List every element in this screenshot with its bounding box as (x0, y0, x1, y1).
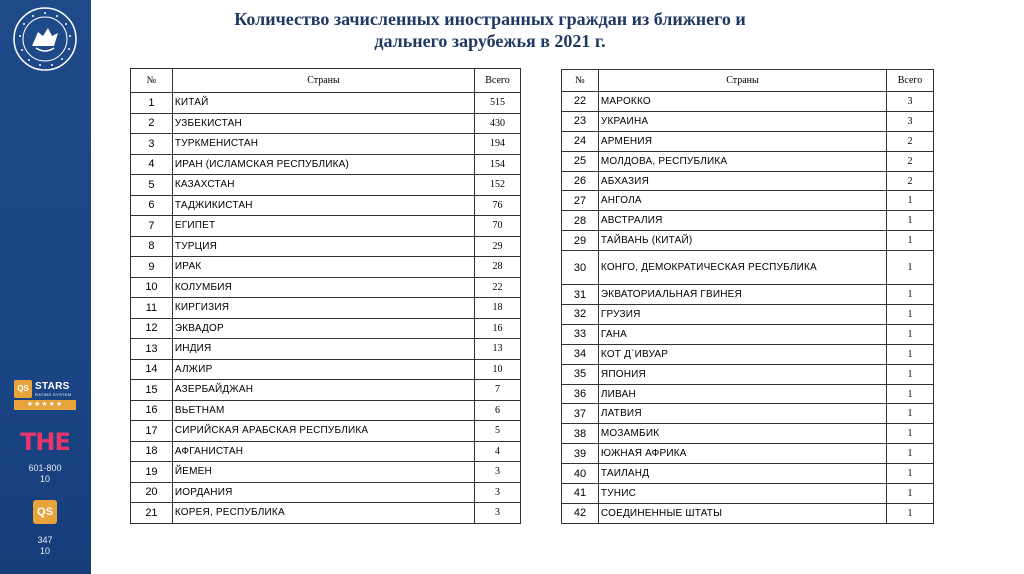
row-number: 18 (131, 441, 173, 462)
table-row (131, 216, 521, 237)
row-number: 24 (562, 131, 599, 151)
table-row (131, 462, 521, 483)
row-number: 32 (562, 305, 599, 325)
row-number: 26 (562, 171, 599, 191)
country-name: ТАДЖИКИСТАН (172, 195, 474, 216)
country-name: ТАИЛАНД (598, 464, 886, 484)
table-row (131, 482, 521, 503)
header-total: Всего (887, 70, 934, 92)
country-total: 3 (475, 462, 521, 483)
country-name: ИНДИЯ (172, 339, 474, 360)
country-total: 1 (887, 344, 934, 364)
country-total: 1 (887, 285, 934, 305)
header-num: № (562, 70, 599, 92)
the-rank-sub: 10 (39, 474, 50, 484)
row-number: 4 (131, 154, 173, 175)
row-number: 38 (562, 424, 599, 444)
table-row (562, 211, 934, 231)
country-total: 1 (887, 251, 934, 285)
qs-rank-sub: 10 (39, 546, 50, 556)
country-name: ТУРКМЕНИСТАН (172, 134, 474, 155)
table-row (562, 131, 934, 151)
table-row (562, 151, 934, 171)
header-total: Всего (475, 69, 521, 93)
row-number: 21 (131, 503, 173, 524)
table-row (131, 503, 521, 524)
country-total: 1 (887, 211, 934, 231)
table-row (131, 380, 521, 401)
country-total: 3 (887, 92, 934, 112)
row-number: 36 (562, 384, 599, 404)
table-row (131, 154, 521, 175)
country-name: АРМЕНИЯ (598, 131, 886, 151)
country-name: АФГАНИСТАН (172, 441, 474, 462)
qs-stars-logo: QS (14, 380, 32, 398)
table-row (562, 344, 934, 364)
country-name: СИРИЙСКАЯ АРАБСКАЯ РЕСПУБЛИКА (172, 421, 474, 442)
star-rating-icon: ★★★★★ (14, 400, 76, 410)
header-country: Страны (598, 70, 886, 92)
country-name: МАРОККО (598, 92, 886, 112)
table-row (562, 231, 934, 251)
row-number: 14 (131, 359, 173, 380)
row-number: 40 (562, 464, 599, 484)
row-number: 10 (131, 277, 173, 298)
country-name: ТУРЦИЯ (172, 236, 474, 257)
row-number: 35 (562, 364, 599, 384)
row-number: 37 (562, 404, 599, 424)
row-number: 3 (131, 134, 173, 155)
table-row (131, 421, 521, 442)
country-name: ИРАН (ИСЛАМСКАЯ РЕСПУБЛИКА) (172, 154, 474, 175)
country-name: КОНГО, ДЕМОКРАТИЧЕСКАЯ РЕСПУБЛИКА (598, 251, 886, 285)
row-number: 13 (131, 339, 173, 360)
country-name: МОЛДОВА, РЕСПУБЛИКА (598, 151, 886, 171)
qs-logo: QS (33, 500, 57, 524)
stars-subtitle: RATING SYSTEM (35, 392, 72, 397)
row-number: 39 (562, 444, 599, 464)
country-name: ЯПОНИЯ (598, 364, 886, 384)
table-row (562, 285, 934, 305)
country-total: 5 (475, 421, 521, 442)
country-name: ЕГИПЕТ (172, 216, 474, 237)
row-number: 25 (562, 151, 599, 171)
table-row (131, 359, 521, 380)
the-rank: 601-800 (28, 463, 62, 473)
country-total: 4 (475, 441, 521, 462)
country-total: 194 (475, 134, 521, 155)
table-row (562, 444, 934, 464)
table-row (131, 277, 521, 298)
country-total: 3 (887, 111, 934, 131)
row-number: 34 (562, 344, 599, 364)
table-row (562, 324, 934, 344)
table-row (131, 441, 521, 462)
country-name: КИРГИЗИЯ (172, 298, 474, 319)
header-country: Страны (172, 69, 474, 93)
country-total: 2 (887, 171, 934, 191)
country-name: СОЕДИНЕННЫЕ ШТАТЫ (598, 503, 886, 523)
country-name: КОТ Д`ИВУАР (598, 344, 886, 364)
table-row (562, 111, 934, 131)
countries-table-left (130, 68, 521, 524)
row-number: 11 (131, 298, 173, 319)
country-name: ЭКВАДОР (172, 318, 474, 339)
country-total: 515 (475, 93, 521, 114)
country-name: ЛИВАН (598, 384, 886, 404)
table-row (131, 318, 521, 339)
country-total: 1 (887, 444, 934, 464)
table-row (131, 134, 521, 155)
row-number: 7 (131, 216, 173, 237)
country-total: 76 (475, 195, 521, 216)
row-number: 19 (131, 462, 173, 483)
table-row (131, 236, 521, 257)
country-total: 18 (475, 298, 521, 319)
country-name: КИТАЙ (172, 93, 474, 114)
table-body-left (131, 93, 521, 524)
table-row (562, 464, 934, 484)
country-name: АЛЖИР (172, 359, 474, 380)
countries-table-right (561, 69, 934, 524)
row-number: 5 (131, 175, 173, 196)
country-name: УЗБЕКИСТАН (172, 113, 474, 134)
country-total: 1 (887, 503, 934, 523)
country-name: ТУНИС (598, 484, 886, 504)
country-name: МОЗАМБИК (598, 424, 886, 444)
country-total: 28 (475, 257, 521, 278)
table-row (131, 195, 521, 216)
row-number: 6 (131, 195, 173, 216)
country-name: ГРУЗИЯ (598, 305, 886, 325)
table-row (562, 503, 934, 523)
country-total: 430 (475, 113, 521, 134)
country-total: 154 (475, 154, 521, 175)
the-ranking-badge (14, 430, 76, 485)
row-number: 41 (562, 484, 599, 504)
table-body-right (562, 92, 934, 524)
country-total: 1 (887, 424, 934, 444)
country-total: 3 (475, 503, 521, 524)
country-name: АВСТРАЛИЯ (598, 211, 886, 231)
country-total: 2 (887, 131, 934, 151)
table-row (131, 400, 521, 421)
country-name: КОЛУМБИЯ (172, 277, 474, 298)
table-row (562, 92, 934, 112)
row-number: 9 (131, 257, 173, 278)
country-name: КОРЕЯ, РЕСПУБЛИКА (172, 503, 474, 524)
university-crest-icon (12, 6, 78, 72)
country-name: АБХАЗИЯ (598, 171, 886, 191)
table-row (131, 175, 521, 196)
page-title (150, 8, 830, 52)
country-total: 1 (887, 324, 934, 344)
country-total: 1 (887, 464, 934, 484)
row-number: 31 (562, 285, 599, 305)
country-total: 3 (475, 482, 521, 503)
country-total: 1 (887, 305, 934, 325)
row-number: 23 (562, 111, 599, 131)
country-name: АНГОЛА (598, 191, 886, 211)
country-name: УКРАИНА (598, 111, 886, 131)
country-name: АЗЕРБАЙДЖАН (172, 380, 474, 401)
table-row (562, 305, 934, 325)
qs-stars-badge (14, 380, 76, 412)
table-row (562, 484, 934, 504)
table-row (562, 251, 934, 285)
country-name: ЙЕМЕН (172, 462, 474, 483)
country-name: ТАЙВАНЬ (КИТАЙ) (598, 231, 886, 251)
row-number: 30 (562, 251, 599, 285)
table-header-row (131, 69, 521, 93)
row-number: 42 (562, 503, 599, 523)
table-row (131, 93, 521, 114)
country-total: 1 (887, 191, 934, 211)
country-total: 1 (887, 231, 934, 251)
country-name: ЮЖНАЯ АФРИКА (598, 444, 886, 464)
country-total: 1 (887, 384, 934, 404)
table-row (131, 339, 521, 360)
row-number: 16 (131, 400, 173, 421)
page-title-line-2: дальнего зарубежья в 2021 г. (374, 31, 606, 51)
country-name: КАЗАХСТАН (172, 175, 474, 196)
country-total: 13 (475, 339, 521, 360)
country-total: 16 (475, 318, 521, 339)
table-row (562, 364, 934, 384)
table-row (562, 404, 934, 424)
table-row (562, 171, 934, 191)
row-number: 1 (131, 93, 173, 114)
the-logo: THE (20, 428, 70, 456)
university-logo (12, 6, 78, 72)
country-name: ИОРДАНИЯ (172, 482, 474, 503)
country-total: 7 (475, 380, 521, 401)
country-total: 1 (887, 404, 934, 424)
country-total: 29 (475, 236, 521, 257)
country-total: 10 (475, 359, 521, 380)
country-total: 2 (887, 151, 934, 171)
row-number: 28 (562, 211, 599, 231)
row-number: 2 (131, 113, 173, 134)
qs-rank: 347 (37, 535, 53, 545)
row-number: 17 (131, 421, 173, 442)
table-header-row (562, 70, 934, 92)
row-number: 8 (131, 236, 173, 257)
header-num: № (131, 69, 173, 93)
table-row (131, 113, 521, 134)
row-number: 22 (562, 92, 599, 112)
page-title-line-1: Количество зачисленных иностранных граждан из ближнего и (234, 9, 746, 29)
country-total: 152 (475, 175, 521, 196)
row-number: 29 (562, 231, 599, 251)
row-number: 15 (131, 380, 173, 401)
sidebar (0, 0, 91, 574)
row-number: 12 (131, 318, 173, 339)
table-row (562, 424, 934, 444)
country-name: ЭКВАТОРИАЛЬНАЯ ГВИНЕЯ (598, 285, 886, 305)
country-name: ЛАТВИЯ (598, 404, 886, 424)
stars-title: STARS (35, 381, 70, 392)
country-name: ВЬЕТНАМ (172, 400, 474, 421)
country-name: ИРАК (172, 257, 474, 278)
qs-ranking-badge (14, 500, 76, 557)
country-name: ГАНА (598, 324, 886, 344)
table-row (562, 191, 934, 211)
country-total: 70 (475, 216, 521, 237)
row-number: 27 (562, 191, 599, 211)
country-total: 1 (887, 364, 934, 384)
table-row (131, 257, 521, 278)
country-total: 22 (475, 277, 521, 298)
country-total: 6 (475, 400, 521, 421)
table-row (562, 384, 934, 404)
country-total: 1 (887, 484, 934, 504)
row-number: 20 (131, 482, 173, 503)
table-row (131, 298, 521, 319)
row-number: 33 (562, 324, 599, 344)
